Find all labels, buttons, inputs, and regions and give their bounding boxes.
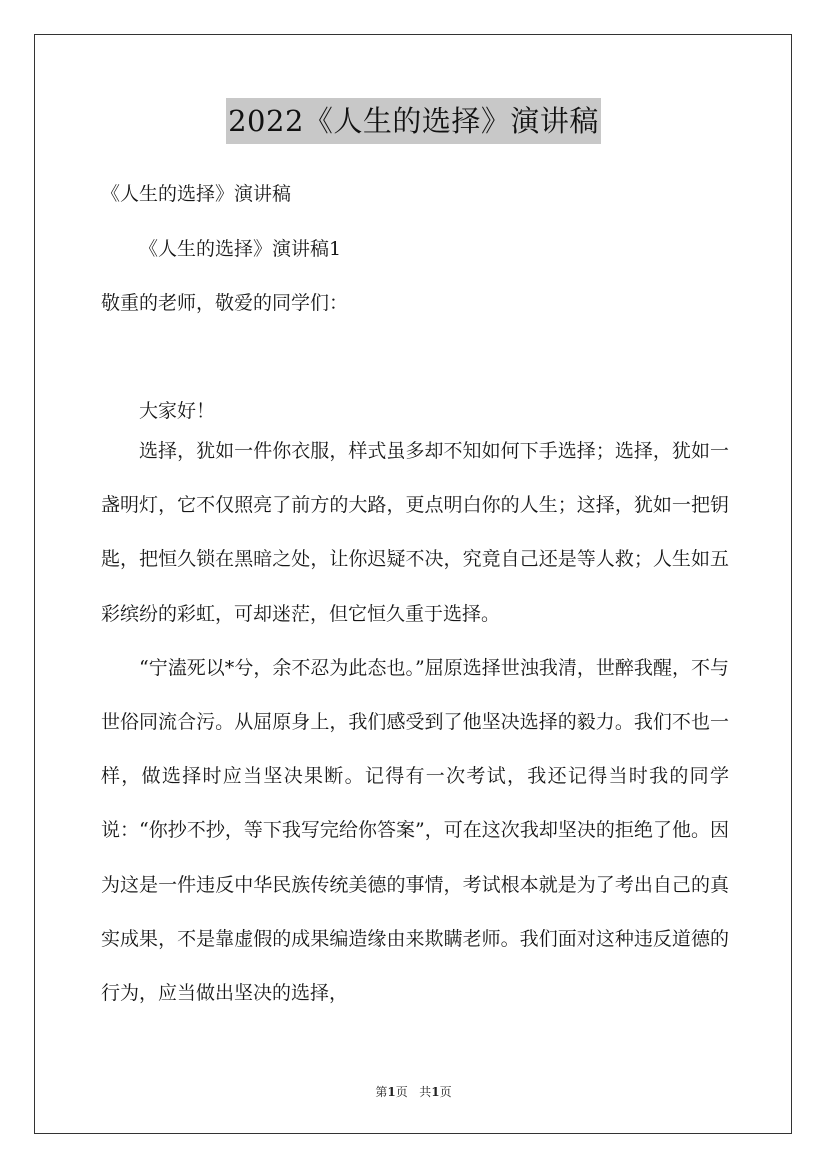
document-subtitle: 《人生的选择》演讲稿 xyxy=(101,183,292,205)
total-label: 页 xyxy=(439,1085,452,1099)
page-footer xyxy=(0,1084,827,1100)
greeting: 大家好！ xyxy=(139,400,216,422)
page-prefix: 第 xyxy=(375,1085,388,1099)
paragraph: 选择，犹如一件你衣服，样式虽多却不知如何下手选择；选择，犹如一盏明灯，它不仅照亮了前方的大路，更点明白你的人生；这择，犹如一把钥匙，把恒久锁在黑暗之处，让你迟疑不决，究竟自己还是等人救；人生如五彩缤纷的彩虹，可却迷茫，但它恒久重于选择。 xyxy=(101,440,729,625)
title-container xyxy=(0,98,827,144)
paragraph: “宁溘死以*兮，余不忍为此态也。”屈原选择世浊我清，世醉我醒，不与世俗同流合污。从屈原身上，我们感受到了他坚决选择的毅力。我们不也一样，做选择时应当坚决果断。记得有一次考试，我还记得当时我的同学说：“你抄不抄，等下我写完给你答案”，可在这次我却坚决的拒绝了他。因为这是一件违反中华民族传统美德的事情，考试根本就是为了考出自己的真实成果，不是靠虚假的成果编造缘由来欺瞒老师。我们面对这种违反道德的行为，应当做出坚决的选择， xyxy=(101,656,729,1005)
document-title: 2022《人生的选择》演讲稿 xyxy=(226,98,601,144)
page-label: 页 xyxy=(395,1085,408,1099)
body-text xyxy=(101,424,729,1020)
salutation: 敬重的老师，敬爱的同学们： xyxy=(101,292,349,314)
page-current: 1 xyxy=(387,1085,396,1099)
section-heading: 《人生的选择》演讲稿1 xyxy=(139,238,342,260)
total-prefix: 共 xyxy=(419,1085,432,1099)
page-total: 1 xyxy=(431,1085,440,1099)
